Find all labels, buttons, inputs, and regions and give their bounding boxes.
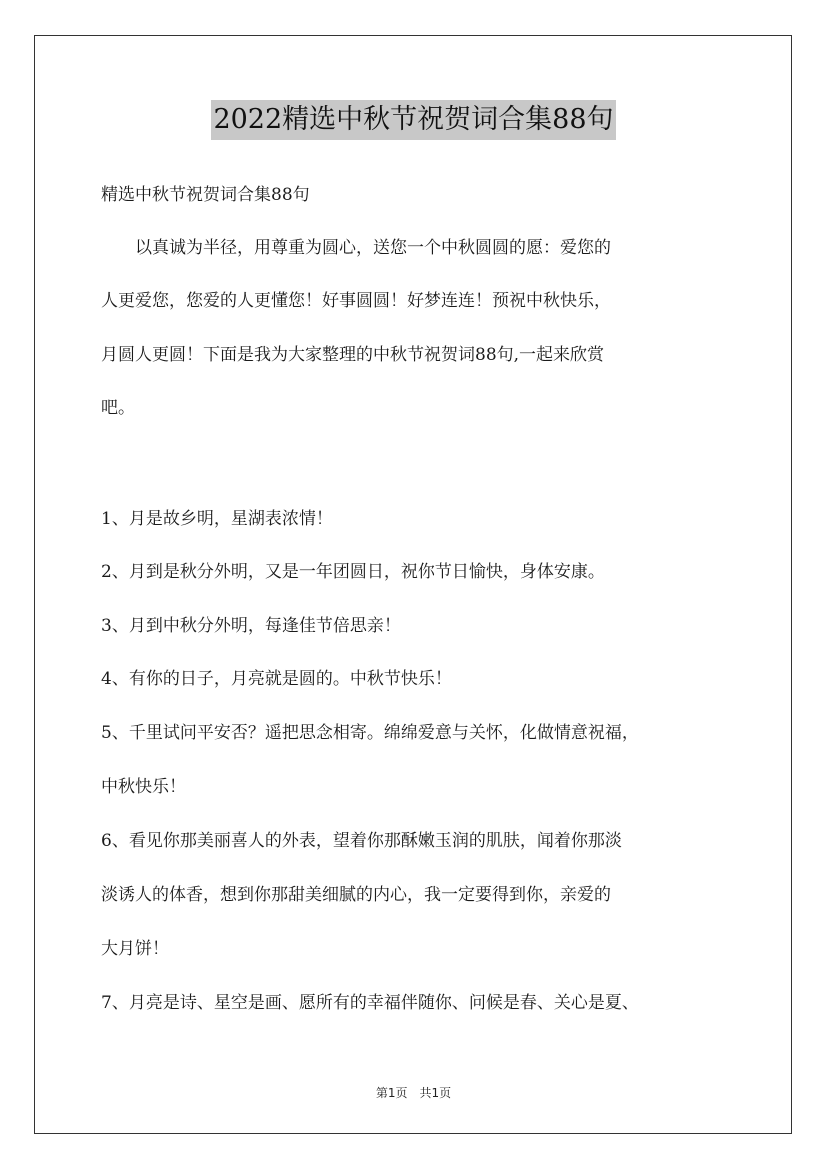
intro-line: 人更爱您，您爱的人更懂您！好事圆圆！好梦连连！预祝中秋快乐，	[101, 291, 611, 311]
list-item: 5、千里试问平安否？遥把思念相寄。绵绵爱意与关怀，化做情意祝福，	[101, 723, 639, 743]
list-item-continued: 淡诱人的体香，想到你那甜美细腻的内心，我一定要得到你，亲爱的	[101, 885, 611, 905]
list-item-continued: 中秋快乐！	[101, 777, 186, 797]
list-item: 1、月是故乡明，星湖表浓情！	[101, 509, 333, 529]
list-item: 6、看见你那美丽喜人的外表，望着你那酥嫩玉润的肌肤，闻着你那淡	[101, 831, 622, 851]
list-item: 7、月亮是诗、星空是画、愿所有的幸福伴随你、问候是春、关心是夏、	[101, 993, 639, 1013]
list-item: 2、月到是秋分外明，又是一年团圆日，祝你节日愉快，身体安康。	[101, 562, 605, 582]
list-item-continued: 大月饼！	[101, 939, 169, 959]
intro-line: 以真诚为半径，用尊重为圆心，送您一个中秋圆圆的愿：爱您的	[101, 238, 611, 258]
title-container	[0, 100, 827, 140]
intro-line: 月圆人更圆！下面是我为大家整理的中秋节祝贺词88句,一起来欣赏	[101, 345, 605, 365]
page-footer: 第1页 共1页	[375, 1086, 452, 1100]
intro-line: 吧。	[101, 398, 135, 418]
list-item: 4、有你的日子，月亮就是圆的。中秋节快乐！	[101, 669, 452, 689]
document-title: 2022精选中秋节祝贺词合集88句	[211, 100, 615, 140]
list-item: 3、月到中秋分外明，每逢佳节倍思亲！	[101, 616, 401, 636]
document-subtitle: 精选中秋节祝贺词合集88句	[101, 185, 310, 205]
